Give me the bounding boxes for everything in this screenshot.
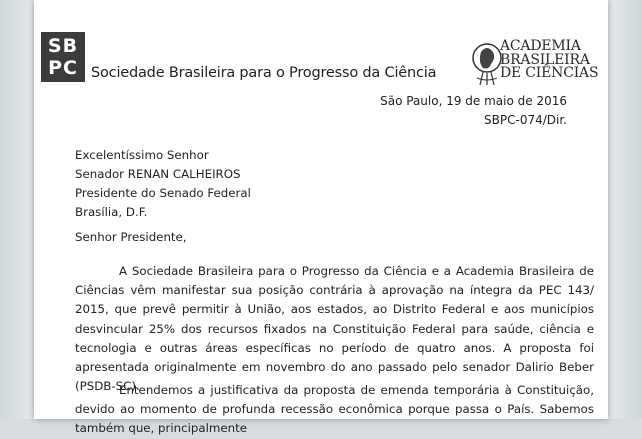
body-paragraph-text: A Sociedade Brasileira para o Progresso da Ciência e a Academia Brasileira de Ciências vêm manifestar sua posição contrária à aprovação na íntegra da PEC 143/ 2015, que prevê permitir à União, aos estados, ao Distrito Federal e aos municípios desvincular 25% dos recursos fixados na Constituição Federal para saúde, ciência e tecnologia e outras áreas específicas no período de quatro anos. A proposta foi apresentada originalmente em novembro do ano passado pelo senador Dalirio Beber (PSDB-SC).: [75, 264, 594, 394]
addressee-line: Presidente do Senado Federal: [75, 186, 251, 200]
body-paragraph: [75, 262, 594, 396]
academia-name-line3: DE CIÊNCIAS: [500, 65, 599, 81]
addressee-line: Senador RENAN CALHEIROS: [75, 167, 241, 181]
body-paragraph: [75, 381, 594, 439]
body-paragraph-text: Entendemos a justificativa da proposta de emenda temporária à Constituição, devido ao momento de profunda recessão econômica porque passa o País. Sabemos também que, principalmente: [75, 383, 594, 436]
background-frame-left: [0, 0, 34, 419]
addressee-block: [75, 146, 251, 222]
academia-name-line2: BRASILEIRA: [500, 51, 590, 68]
salutation: Senhor Presidente,: [75, 230, 187, 244]
academia-name: [500, 40, 598, 81]
academia-name-line1: ACADEMIA: [500, 38, 581, 54]
background-frame-right: [608, 0, 642, 419]
letter-page: [34, 0, 608, 436]
letter-date: São Paulo, 19 de maio de 2016: [380, 94, 567, 108]
sbpc-logo-line1: SB: [47, 35, 79, 57]
addressee-line: Brasília, D.F.: [75, 205, 148, 219]
sbpc-organization-name: Sociedade Brasileira para o Progresso da Ciência: [91, 65, 437, 81]
sbpc-logo: [41, 32, 85, 82]
addressee-line: Excelentíssimo Senhor: [75, 148, 209, 162]
letter-reference: SBPC-074/Dir.: [484, 113, 567, 127]
sbpc-logo-line2: PC: [48, 57, 78, 79]
